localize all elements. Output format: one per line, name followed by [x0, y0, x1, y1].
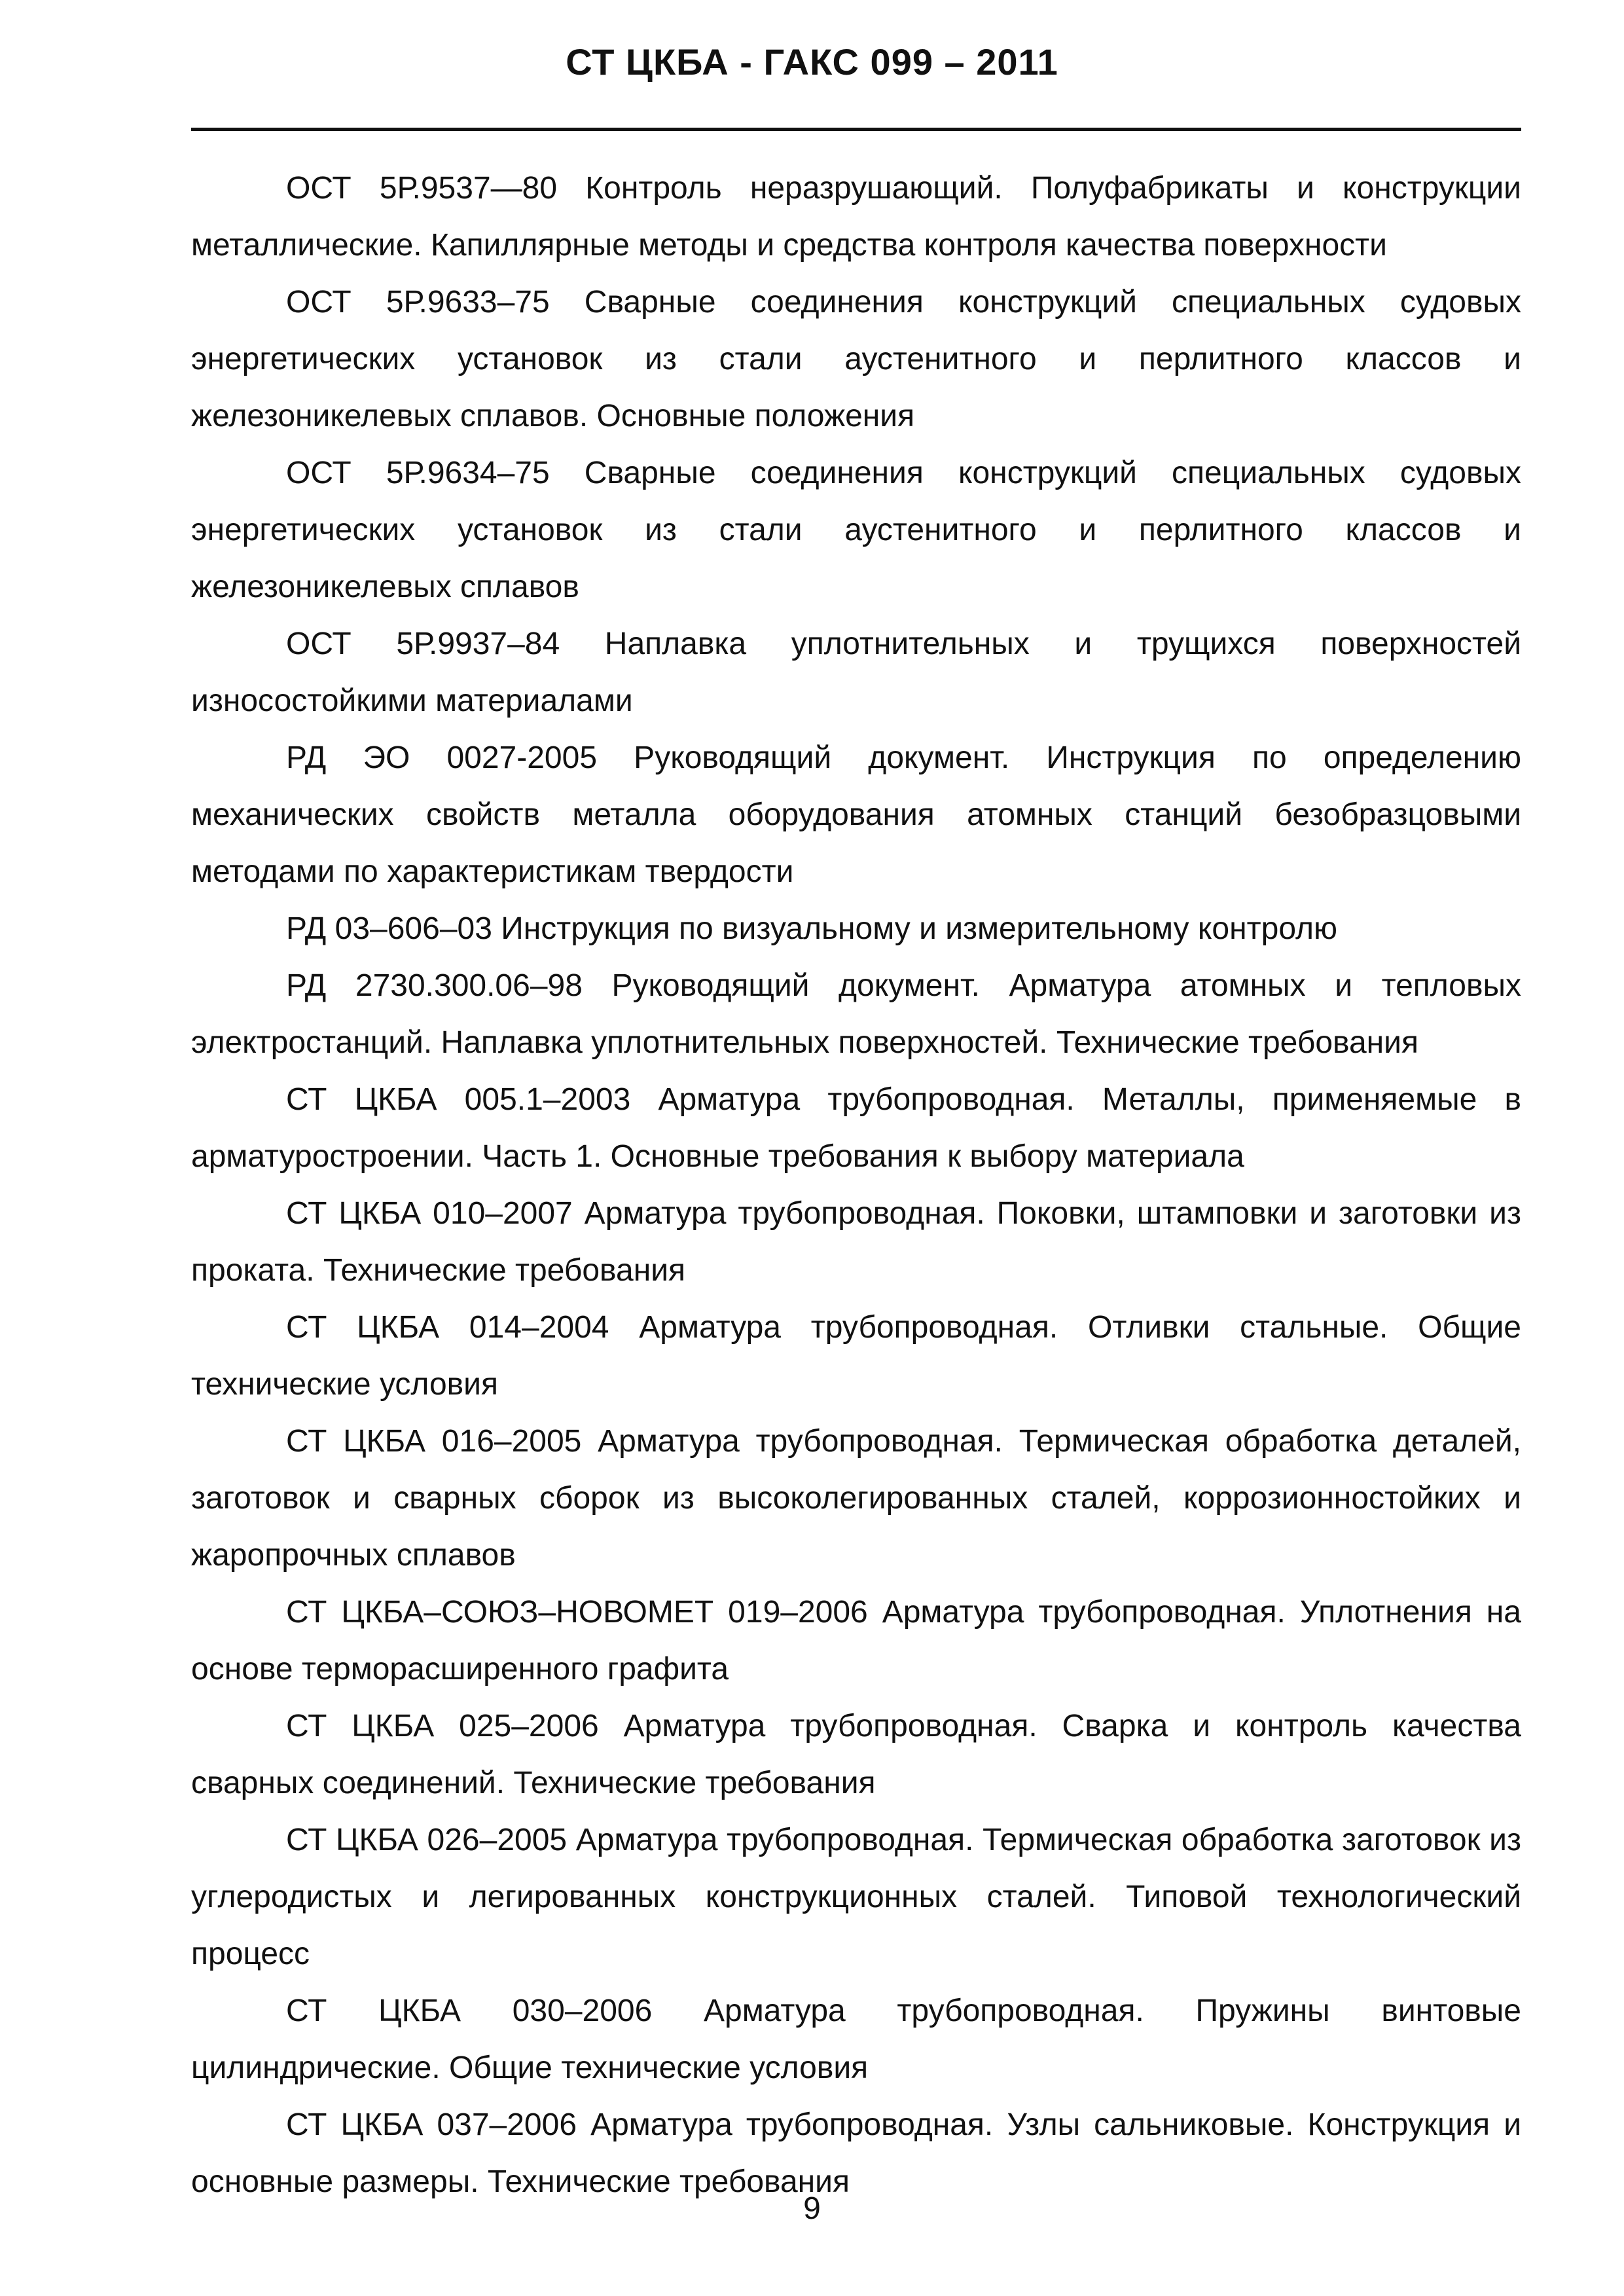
reference-entry: СТ ЦКБА–СОЮЗ–НОВОМЕТ 019–2006 Арматура трубопроводная. Уплотнения на основе терморасширенного графита	[191, 1595, 1521, 1686]
header-divider	[191, 128, 1521, 131]
reference-entry: РД 03–606–03 Инструкция по визуальному и измерительному контролю	[286, 911, 1337, 946]
reference-entry: РД ЭО 0027-2005 Руководящий документ. Инструкция по определению механических свойств металла оборудования атомных станций безобразцовыми методами по характеристикам твердости	[191, 740, 1521, 889]
page-number: 9	[803, 2191, 821, 2226]
reference-entry: СТ ЦКБА 010–2007 Арматура трубопроводная. Поковки, штамповки и заготовки из проката. Технические требования	[191, 1196, 1521, 1288]
reference-entry: СТ ЦКБА 037–2006 Арматура трубопроводная. Узлы сальниковые. Конструкция и основные размеры. Технические требования	[191, 2107, 1521, 2199]
reference-entry: ОСТ 5Р.9537—80 Контроль неразрушающий. Полуфабрикаты и конструкции металлические. Капиллярные методы и средства контроля качества поверхности	[191, 171, 1521, 263]
normative-references-list	[191, 160, 1521, 2210]
reference-entry: СТ ЦКБА 026–2005 Арматура трубопроводная. Термическая обработка заготовок из углеродистых и легированных конструкционных сталей. Типовой технологический процесс	[191, 1823, 1521, 1971]
reference-entry: СТ ЦКБА 025–2006 Арматура трубопроводная. Сварка и контроль качества сварных соединений. Технические требования	[191, 1709, 1521, 1800]
reference-entry: РД 2730.300.06–98 Руководящий документ. Арматура атомных и тепловых электростанций. Наплавка уплотнительных поверхностей. Технические требования	[191, 968, 1521, 1060]
reference-entry: СТ ЦКБА 030–2006 Арматура трубопроводная. Пружины винтовые цилиндрические. Общие технические условия	[191, 1994, 1521, 2085]
document-header-title: СТ ЦКБА - ГАКС 099 – 2011	[566, 41, 1058, 82]
reference-entry: ОСТ 5Р.9633–75 Сварные соединения конструкций специальных судовых энергетических установок из стали аустенитного и перлитного классов и железоникелевых сплавов. Основные положения	[191, 285, 1521, 433]
reference-entry: СТ ЦКБА 005.1–2003 Арматура трубопроводная. Металлы, применяемые в арматуростроении. Часть 1. Основные требования к выбору материала	[191, 1082, 1521, 1174]
reference-entry: ОСТ 5Р.9937–84 Наплавка уплотнительных и трущихся поверхностей износостойкими материалами	[191, 627, 1521, 718]
reference-entry: ОСТ 5Р.9634–75 Сварные соединения конструкций специальных судовых энергетических установок из стали аустенитного и перлитного классов и железоникелевых сплавов	[191, 456, 1521, 604]
reference-entry: СТ ЦКБА 014–2004 Арматура трубопроводная. Отливки стальные. Общие технические условия	[191, 1310, 1521, 1402]
reference-entry: СТ ЦКБА 016–2005 Арматура трубопроводная. Термическая обработка деталей, заготовок и сварных сборок из высоколегированных сталей, коррозионностойких и жаропрочных сплавов	[191, 1424, 1521, 1573]
